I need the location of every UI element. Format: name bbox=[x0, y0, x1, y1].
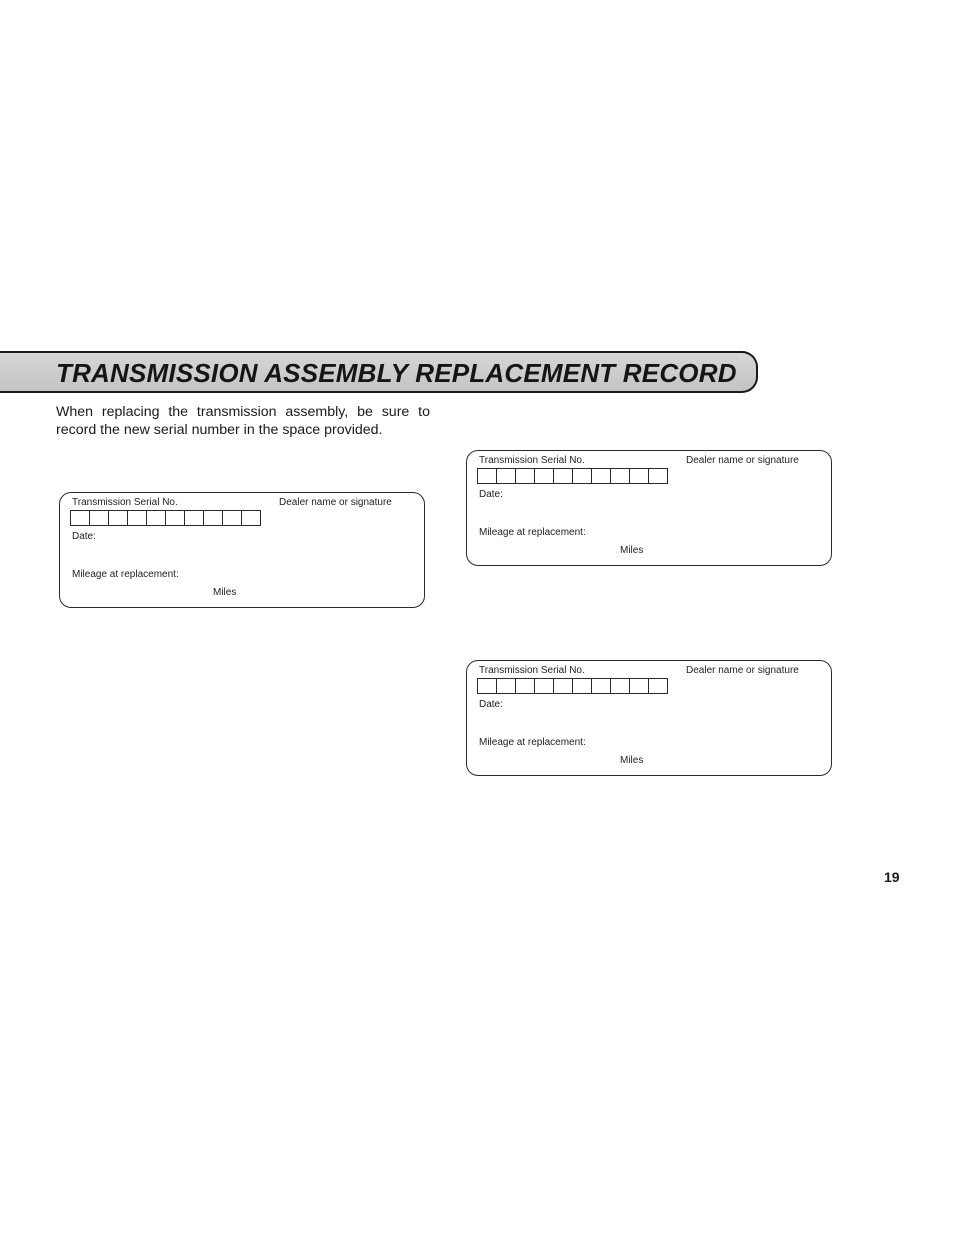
serial-digit-box[interactable] bbox=[478, 678, 497, 694]
miles-unit-label: Miles bbox=[620, 755, 644, 766]
serial-digit-box[interactable] bbox=[71, 510, 90, 526]
serial-digit-box[interactable] bbox=[109, 510, 128, 526]
date-label: Date: bbox=[479, 699, 503, 710]
serial-digit-box[interactable] bbox=[90, 510, 109, 526]
serial-digit-box[interactable] bbox=[147, 510, 166, 526]
intro-paragraph: When replacing the transmission assembly, be sure to record the new serial number in the space provided. bbox=[56, 404, 430, 438]
date-label: Date: bbox=[72, 531, 96, 542]
serial-digit-box[interactable] bbox=[497, 468, 516, 484]
serial-digit-box[interactable] bbox=[185, 510, 204, 526]
mileage-label: Mileage at replacement: bbox=[479, 527, 586, 538]
serial-digit-box[interactable] bbox=[573, 678, 592, 694]
serial-digit-box[interactable] bbox=[535, 678, 554, 694]
page-title: TRANSMISSION ASSEMBLY REPLACEMENT RECORD bbox=[56, 358, 737, 388]
replacement-record-card bbox=[466, 450, 832, 566]
serial-digit-box[interactable] bbox=[649, 468, 668, 484]
dealer-signature-label: Dealer name or signature bbox=[686, 665, 799, 676]
serial-digit-box[interactable] bbox=[478, 468, 497, 484]
serial-digit-box[interactable] bbox=[592, 678, 611, 694]
serial-number-label: Transmission Serial No. bbox=[479, 665, 585, 676]
mileage-label: Mileage at replacement: bbox=[72, 569, 179, 580]
serial-digit-box[interactable] bbox=[516, 678, 535, 694]
serial-digit-box[interactable] bbox=[573, 468, 592, 484]
miles-unit-label: Miles bbox=[213, 587, 237, 598]
page-number: 19 bbox=[884, 869, 900, 885]
serial-digit-box[interactable] bbox=[630, 678, 649, 694]
serial-digit-box[interactable] bbox=[611, 468, 630, 484]
serial-digit-box[interactable] bbox=[554, 468, 573, 484]
serial-digit-box[interactable] bbox=[592, 468, 611, 484]
serial-digit-box[interactable] bbox=[128, 510, 147, 526]
miles-unit-label: Miles bbox=[620, 545, 644, 556]
serial-number-boxes bbox=[477, 468, 668, 484]
mileage-label: Mileage at replacement: bbox=[479, 737, 586, 748]
section-title-banner bbox=[0, 351, 758, 393]
serial-digit-box[interactable] bbox=[630, 468, 649, 484]
serial-number-label: Transmission Serial No. bbox=[72, 497, 178, 508]
serial-digit-box[interactable] bbox=[204, 510, 223, 526]
dealer-signature-label: Dealer name or signature bbox=[686, 455, 799, 466]
serial-digit-box[interactable] bbox=[649, 678, 668, 694]
date-label: Date: bbox=[479, 489, 503, 500]
dealer-signature-label: Dealer name or signature bbox=[279, 497, 392, 508]
serial-digit-box[interactable] bbox=[554, 678, 573, 694]
serial-digit-box[interactable] bbox=[535, 468, 554, 484]
serial-digit-box[interactable] bbox=[611, 678, 630, 694]
serial-digit-box[interactable] bbox=[166, 510, 185, 526]
replacement-record-card bbox=[59, 492, 425, 608]
serial-number-boxes bbox=[70, 510, 261, 526]
serial-digit-box[interactable] bbox=[223, 510, 242, 526]
serial-number-label: Transmission Serial No. bbox=[479, 455, 585, 466]
serial-digit-box[interactable] bbox=[516, 468, 535, 484]
serial-digit-box[interactable] bbox=[242, 510, 261, 526]
replacement-record-card bbox=[466, 660, 832, 776]
serial-digit-box[interactable] bbox=[497, 678, 516, 694]
serial-number-boxes bbox=[477, 678, 668, 694]
